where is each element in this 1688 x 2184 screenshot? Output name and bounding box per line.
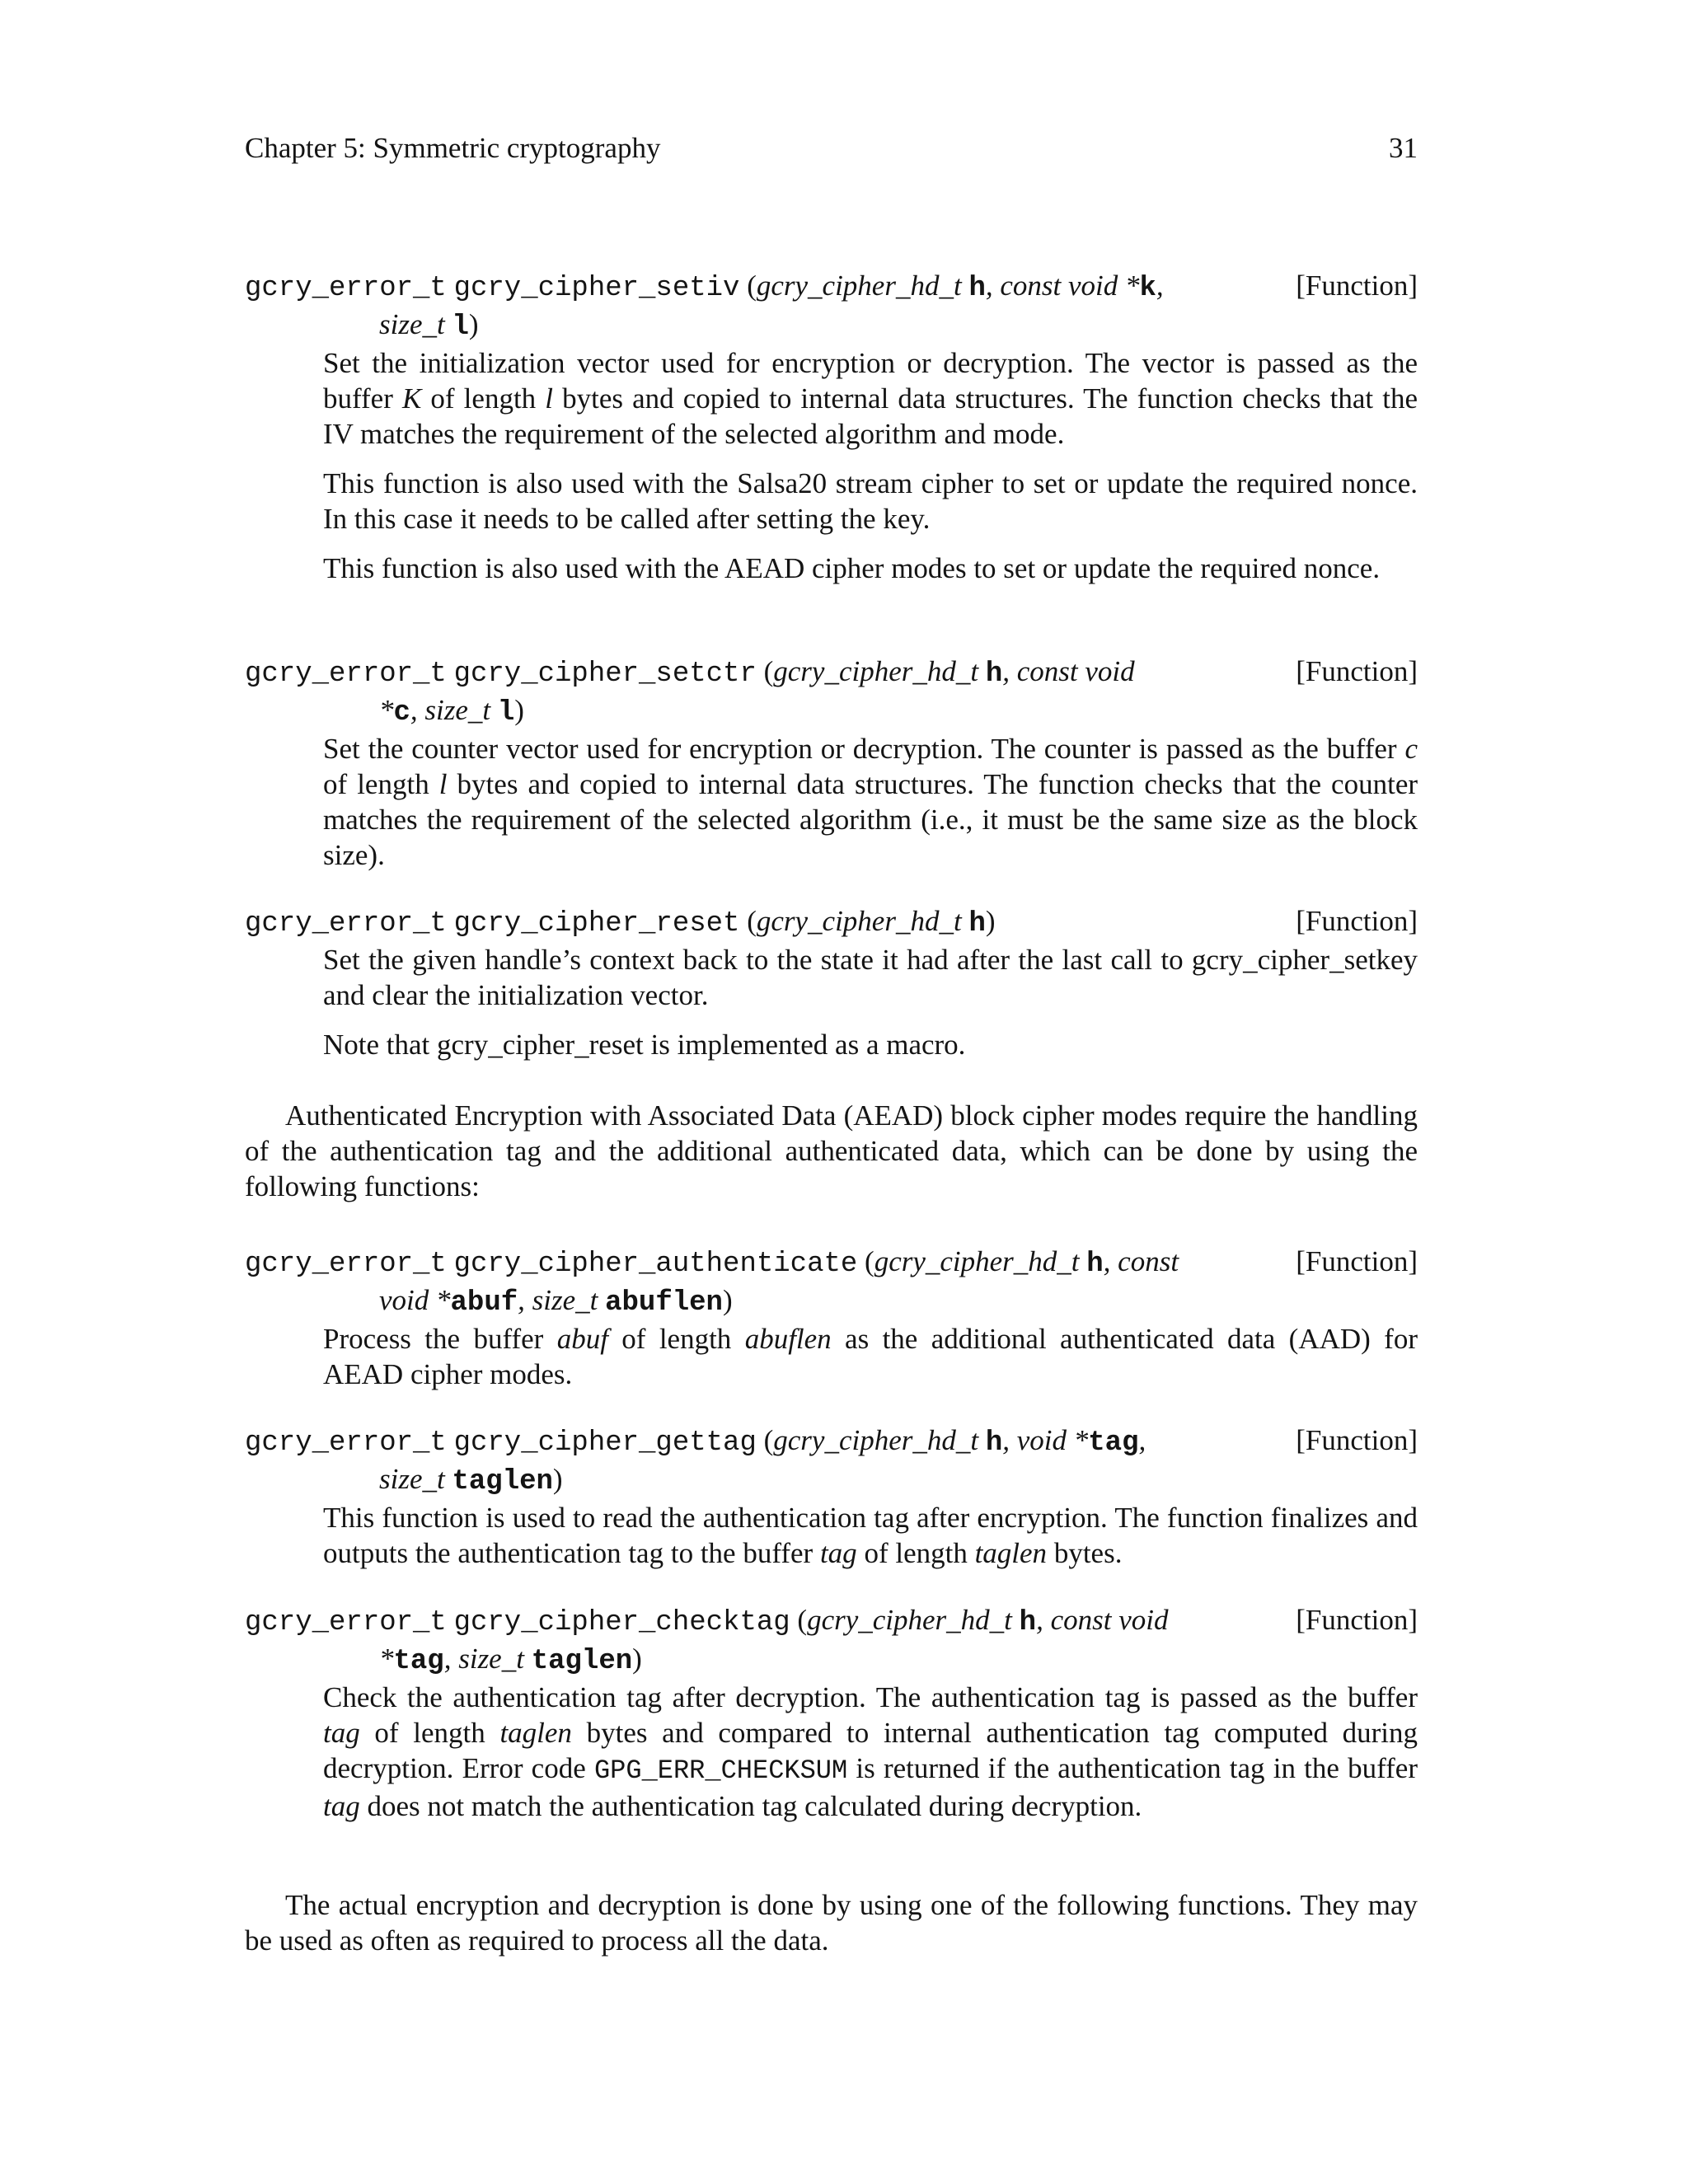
return-type: gcry_error_t [245, 908, 447, 940]
parameter-type: size_t [379, 1463, 452, 1495]
parameter-type: l [545, 382, 553, 415]
parameter-type: l [438, 768, 448, 800]
parameter-type: , size_t [443, 1643, 532, 1675]
parameter-type: * [379, 1643, 394, 1675]
parameter-name: h [968, 273, 986, 304]
function-description [323, 1500, 1418, 1571]
description-paragraph: Process the buffer abuf of length abuflen as the additional authenticated data (AAD) for AEAD cipher modes. [323, 1323, 1418, 1390]
punctuation: ( [865, 1245, 874, 1277]
parameter-name: l [452, 312, 469, 343]
parameter-type: tag [819, 1537, 857, 1569]
signature-continuation [245, 1282, 1418, 1321]
signature-continuation [245, 692, 1418, 731]
function-signature [245, 1602, 1418, 1680]
function-name: gcry_cipher_checktag [453, 1607, 790, 1638]
return-type: gcry_error_t [245, 1607, 447, 1638]
parameter-type: , void * [1002, 1424, 1089, 1456]
description-paragraph: Set the counter vector used for encryption or decryption. The counter is passed as the buffer c of length l bytes and copied to internal data structures. The function checks that the counter matches the requirement of the selected algorithm (i.e., it must be the same size as the block size). [323, 733, 1418, 871]
function-signature [245, 903, 1418, 942]
signature-line [245, 1602, 1418, 1641]
parameter-type: gcry_cipher_hd_t [756, 905, 969, 937]
description-paragraph: This function is also used with the AEAD cipher modes to set or update the required nonce. [323, 552, 1381, 584]
parameter-type: gcry_cipher_hd_t [773, 655, 986, 687]
parameter-type: c [1404, 733, 1418, 765]
function-category: [Function] [1296, 905, 1418, 937]
parameter-type: , const void [1036, 1604, 1169, 1636]
punctuation: ( [797, 1604, 808, 1636]
function-category: [Function] [1296, 269, 1418, 302]
function-signature [245, 268, 1418, 345]
punctuation: ) [552, 1463, 563, 1495]
function-description [323, 345, 1418, 586]
signature-continuation [245, 1461, 1418, 1500]
signature-line [245, 268, 1418, 307]
parameter-type: gcry_cipher_hd_t [773, 1424, 986, 1456]
running-head [245, 130, 1418, 166]
page-number: 31 [1389, 132, 1418, 164]
parameter-type: , const void * [985, 269, 1140, 302]
parameter-name: h [968, 908, 986, 940]
parameter-type: , const void [1002, 655, 1135, 687]
parameter-type: , const [1103, 1245, 1179, 1277]
punctuation: ( [747, 905, 757, 937]
punctuation: ) [468, 308, 479, 340]
parameter-name: h [1086, 1249, 1104, 1280]
body-paragraph-encryption: The actual encryption and decryption is done by using one of the following functions. They may be used as often as required to process all the data. [245, 1889, 1418, 1957]
parameter-type: abuf [556, 1323, 608, 1355]
parameter-name: k [1139, 273, 1156, 304]
signature-line [245, 654, 1418, 692]
document-page [245, 0, 1418, 2184]
function-checktag [245, 1602, 1418, 1824]
function-name: gcry_cipher_reset [453, 908, 740, 940]
parameter-name: l [497, 697, 515, 729]
function-description [323, 942, 1418, 1062]
function-authenticate [245, 1244, 1418, 1392]
parameter-type: , [1156, 269, 1164, 302]
parameter-type: gcry_cipher_hd_t [874, 1245, 1087, 1277]
function-reset [245, 903, 1418, 1062]
return-type: gcry_error_t [245, 1427, 447, 1459]
parameter-name: tag [1088, 1427, 1139, 1459]
function-name: gcry_cipher_setiv [453, 273, 740, 304]
parameter-type: void * [379, 1284, 451, 1316]
signature-continuation [245, 1641, 1418, 1680]
parameter-type: tag [323, 1790, 360, 1822]
parameter-type: gcry_cipher_hd_t [807, 1604, 1020, 1636]
punctuation: ( [763, 1424, 774, 1456]
signature-line [245, 903, 1418, 942]
punctuation: ) [722, 1284, 733, 1316]
description-paragraph: Set the initialization vector used for encryption or decryption. The vector is passed as the buffer K of length l bytes and copied to internal data structures. The function checks that the IV matches the requirement of the selected algorithm and mode. [323, 347, 1418, 450]
function-description [323, 1680, 1418, 1824]
description-paragraph: Check the authentication tag after decryption. The authentication tag is passed as the buffer tag of length taglen bytes and compared to internal authentication tag computed during decryption. Error code GPG_ERR_CHECKSUM is returned if the authentication tag in the buffer tag does not match the authentication tag calculated during decryption. [323, 1681, 1418, 1822]
parameter-type: size_t [379, 308, 452, 340]
function-category: [Function] [1296, 1424, 1418, 1456]
parameter-name: h [985, 658, 1003, 690]
return-type: gcry_error_t [245, 1249, 447, 1280]
parameter-name: taglen [531, 1646, 633, 1677]
function-description [323, 731, 1418, 873]
description-paragraph: Set the given handle’s context back to the state it had after the last call to gcry_cipher_setkey and clear the initialization vector. [323, 944, 1418, 1011]
function-name: gcry_cipher_gettag [453, 1427, 757, 1459]
parameter-name: c [393, 697, 410, 729]
signature-continuation [245, 307, 1418, 345]
parameter-name: tag [393, 1646, 444, 1677]
function-setiv [245, 268, 1418, 586]
parameter-type: taglen [974, 1537, 1048, 1569]
parameter-type: tag [323, 1717, 360, 1749]
punctuation: ( [747, 269, 757, 302]
function-category: [Function] [1296, 1245, 1418, 1277]
punctuation: ( [763, 655, 774, 687]
punctuation: ) [985, 905, 996, 937]
function-category: [Function] [1296, 655, 1418, 687]
signature-line [245, 1422, 1418, 1461]
description-paragraph: This function is also used with the Salsa20 stream cipher to set or update the required nonce. In this case it needs to be called after setting the key. [323, 467, 1418, 535]
parameter-type: abuflen [744, 1323, 832, 1355]
parameter-type: * [379, 694, 394, 726]
function-name: gcry_cipher_authenticate [453, 1249, 858, 1280]
function-signature [245, 1244, 1418, 1321]
punctuation: ) [632, 1643, 642, 1675]
function-description [323, 1321, 1418, 1392]
parameter-type: gcry_cipher_hd_t [756, 269, 969, 302]
parameter-type: , size_t [518, 1284, 606, 1316]
parameter-type: K [401, 382, 422, 415]
description-paragraph: Note that gcry_cipher_reset is implemented as a macro. [323, 1029, 966, 1061]
parameter-name: abuflen [605, 1287, 723, 1319]
function-name: gcry_cipher_setctr [453, 658, 757, 690]
parameter-type: taglen [499, 1717, 572, 1749]
parameter-name: h [985, 1427, 1003, 1459]
function-category: [Function] [1296, 1604, 1418, 1636]
description-paragraph: This function is used to read the authentication tag after encryption. The function finalizes and outputs the authentication tag to the buffer tag of length taglen bytes. [323, 1502, 1418, 1569]
parameter-type: , [1138, 1424, 1146, 1456]
return-type: gcry_error_t [245, 658, 447, 690]
chapter-title: Chapter 5: Symmetric cryptography [245, 132, 661, 164]
code-literal: GPG_ERR_CHECKSUM [593, 1755, 848, 1786]
function-gettag [245, 1422, 1418, 1571]
punctuation: ) [514, 694, 524, 726]
function-signature [245, 1422, 1418, 1500]
signature-line [245, 1244, 1418, 1282]
body-paragraph-aead: Authenticated Encryption with Associated Data (AEAD) block cipher modes require the handling of the authentication tag and the additional authenticated data, which can be done by using the following functions: [245, 1099, 1418, 1202]
function-signature [245, 654, 1418, 731]
parameter-type: , size_t [410, 694, 498, 726]
parameter-name: h [1019, 1607, 1037, 1638]
parameter-name: abuf [450, 1287, 518, 1319]
function-setctr [245, 654, 1418, 873]
return-type: gcry_error_t [245, 273, 447, 304]
parameter-name: taglen [452, 1466, 553, 1497]
